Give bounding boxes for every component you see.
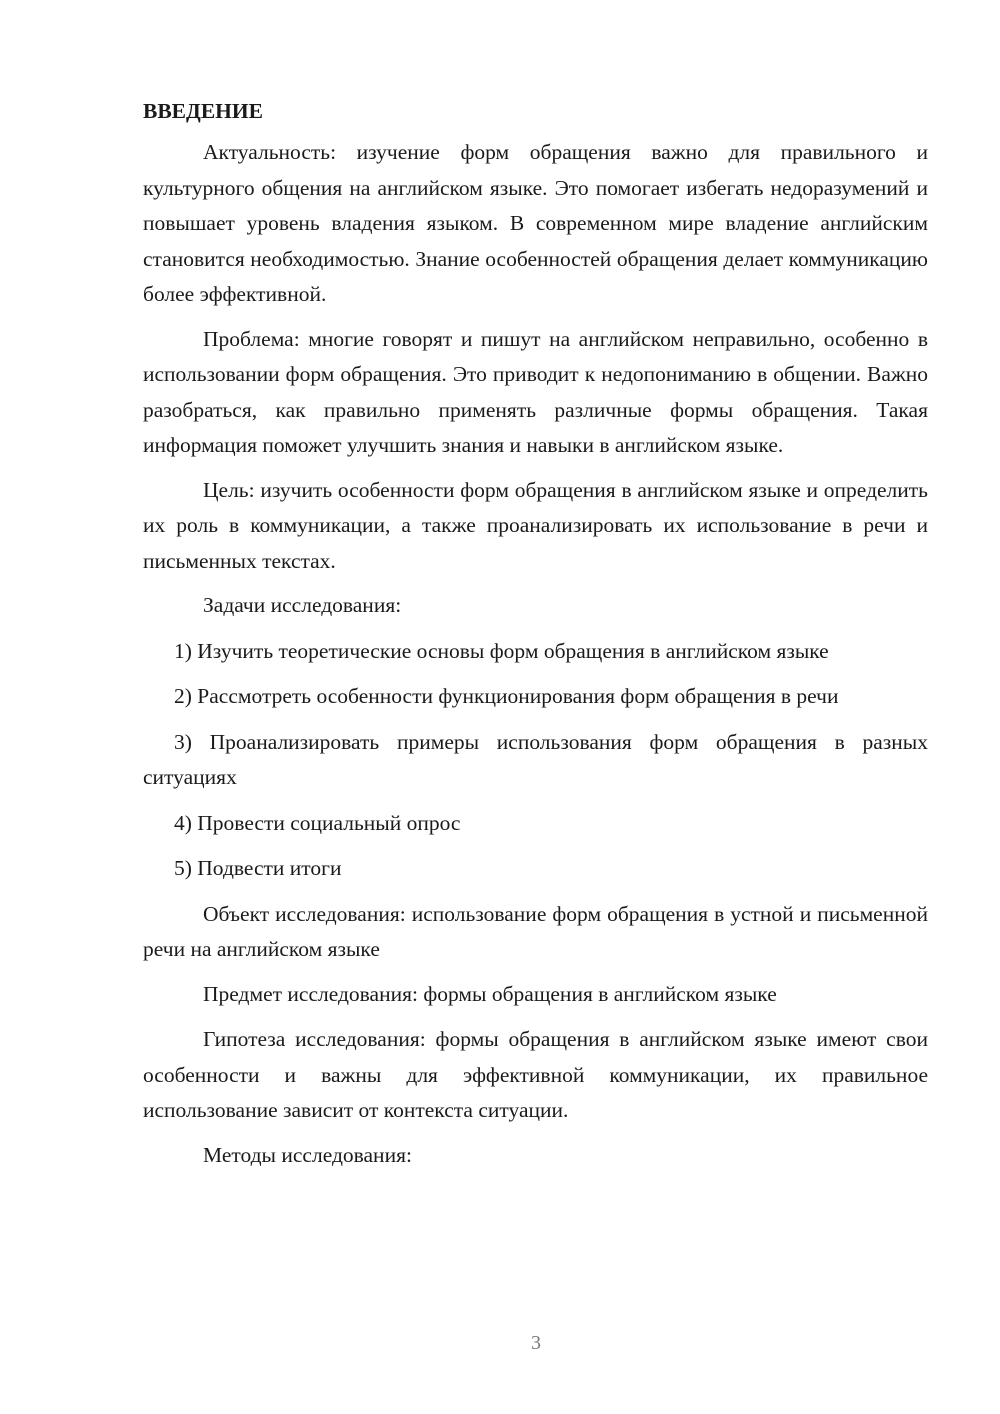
subject-paragraph: Предмет исследования: формы обращения в английском языке (203, 981, 777, 1006)
goal-paragraph: Цель: изучить особенности форм обращения в английском языке и определить их роль в коммуникации, а также проанализировать их использование в речи и письменных текстах. (143, 477, 928, 573)
task-item-1: 1) Изучить теоретические основы форм обращения в английском языке (174, 638, 829, 663)
page-number: 3 (531, 1332, 541, 1354)
task-item-4: 4) Провести социальный опрос (174, 810, 461, 835)
task-item-5: 5) Подвести итоги (174, 856, 342, 880)
methods-heading: Методы исследования: (203, 1142, 412, 1167)
task-item-2: 2) Рассмотреть особенности функционирования форм обращения в речи (174, 684, 839, 708)
page-content (143, 94, 928, 1173)
relevance-paragraph: Актуальность: изучение форм обращения важно для правильного и культурного общения на английском языке. Это помогает избегать недоразумений и повышает уровень владения языком. В современном мире владение английским становится необходимостью. Знание особенностей обращения делает коммуникацию более эффективной. (143, 140, 928, 306)
hypothesis-paragraph: Гипотеза исследования: формы обращения в английском языке имеют свои особенности и важны для эффективной коммуникации, их правильное использование зависит от контекста ситуации. (143, 1027, 928, 1122)
problem-paragraph: Проблема: многие говорят и пишут на английском неправильно, особенно в использовании форм обращения. Это приводит к недопониманию в общении. Важно разобраться, как правильно применять различные формы обращения. Такая информация поможет улучшить знания и навыки в английском языке. (143, 326, 928, 457)
tasks-heading: Задачи исследования: (203, 593, 402, 617)
task-item-3: 3) Проанализировать примеры использования форм обращения в разных ситуациях (143, 729, 928, 789)
object-paragraph: Объект исследования: использование форм обращения в устной и письменной речи на английском языке (143, 901, 928, 961)
section-title: ВВЕДЕНИЕ (143, 99, 263, 123)
